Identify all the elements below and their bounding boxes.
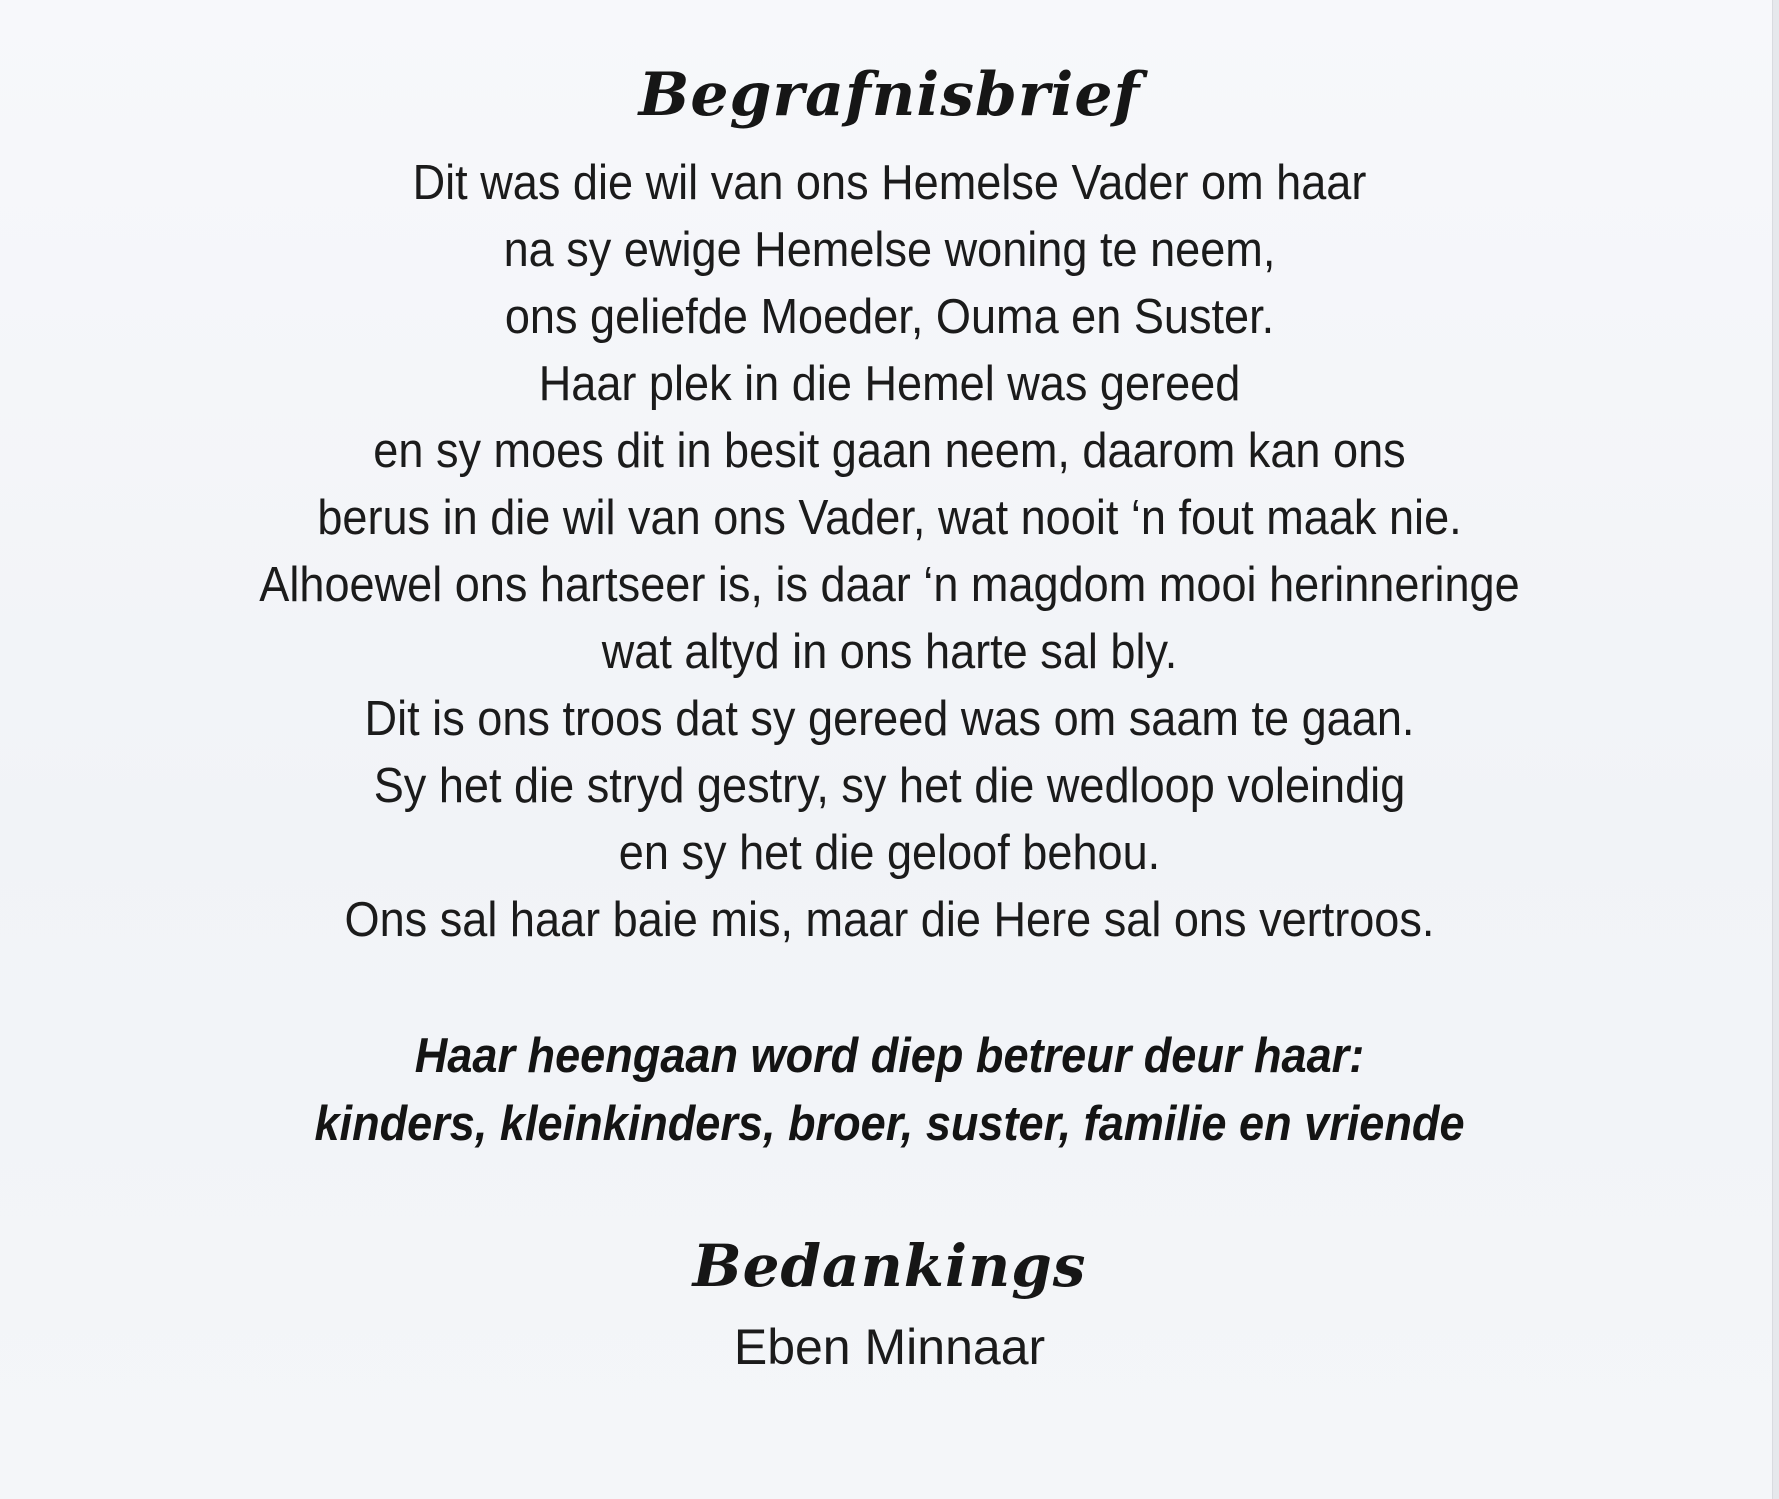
poem-line: Sy het die stryd gestry, sy het die wedloop voleindig bbox=[373, 759, 1406, 813]
poem-text bbox=[0, 150, 1779, 954]
mourners-intro: Haar heengaan word diep betreur deur haar: bbox=[414, 1029, 1365, 1083]
poem-line: Ons sal haar baie mis, maar die Here sal ons vertroos. bbox=[344, 893, 1435, 947]
poem-line: Dit is ons troos dat sy gereed was om saam te gaan. bbox=[364, 692, 1415, 746]
mourners-list: kinders, kleinkinders, broer, suster, familie en vriende bbox=[314, 1097, 1465, 1151]
poem-line: Alhoewel ons hartseer is, is daar ‘n magdom mooi herinneringe bbox=[259, 558, 1520, 612]
poem-line: na sy ewige Hemelse woning te neem, bbox=[503, 223, 1276, 277]
thanks-title: Bedankings bbox=[692, 1232, 1087, 1300]
poem-line: en sy moes dit in besit gaan neem, daarom kan ons bbox=[373, 424, 1406, 478]
poem-line: Haar plek in die Hemel was gereed bbox=[538, 357, 1241, 411]
thanks-name: Eben Minnaar bbox=[733, 1319, 1046, 1375]
poem-line: ons geliefde Moeder, Ouma en Suster. bbox=[504, 290, 1275, 344]
poem-line: en sy het die geloof behou. bbox=[618, 826, 1161, 880]
poem-line: berus in die wil van ons Vader, wat nooit ‘n fout maak nie. bbox=[317, 491, 1462, 545]
poem-line: Dit was die wil van ons Hemelse Vader om haar bbox=[412, 156, 1367, 210]
mourners-statement bbox=[0, 1022, 1779, 1158]
letter-title: Begrafnisbrief bbox=[638, 60, 1141, 130]
poem-line: wat altyd in ons harte sal bly. bbox=[601, 625, 1178, 679]
